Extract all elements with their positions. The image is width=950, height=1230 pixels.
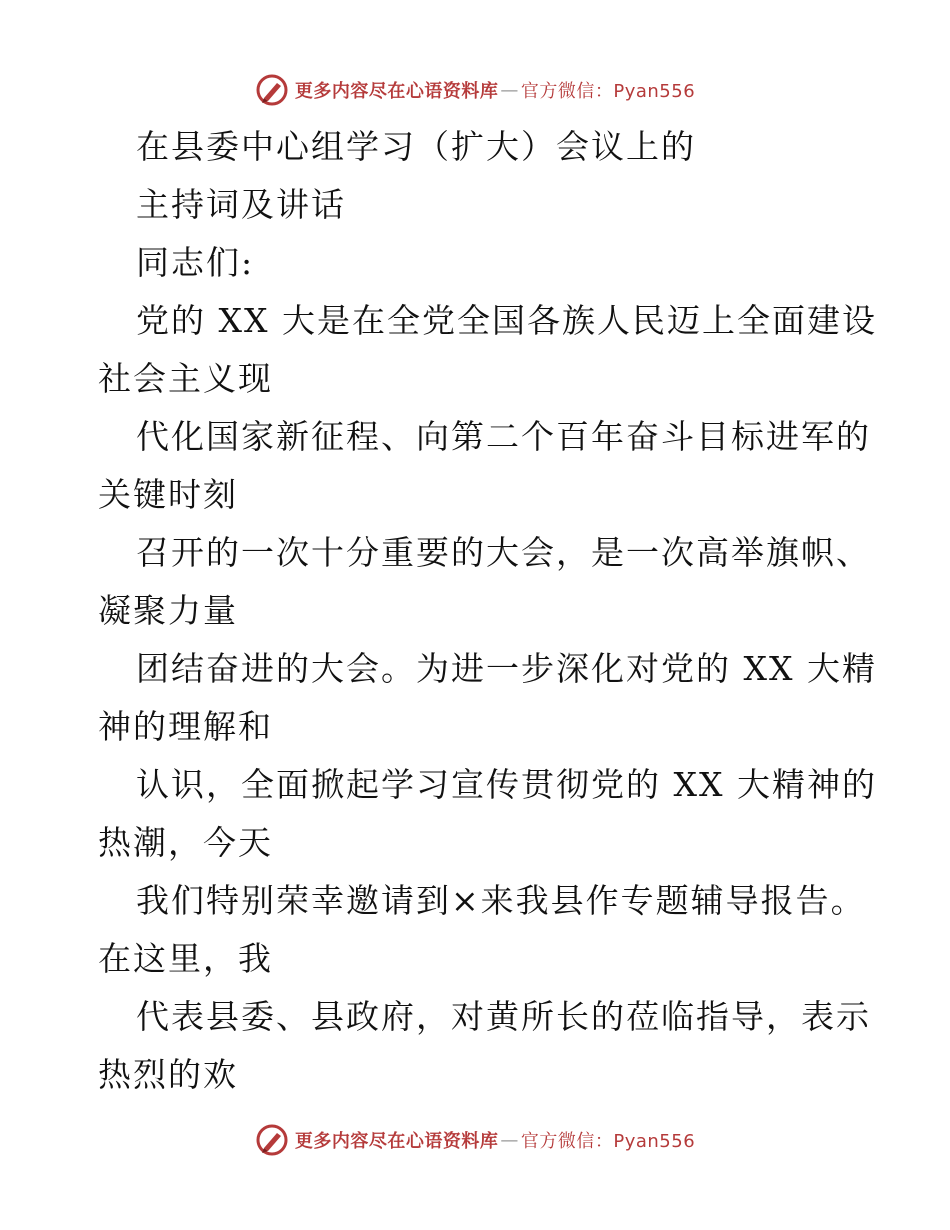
body-line: 我们特别荣幸邀请到×来我县作专题辅导报告。	[136, 881, 866, 920]
body-line: 神的理解和	[98, 707, 273, 746]
body-line: 凝聚力量	[98, 591, 238, 630]
banner-separator: —	[500, 1129, 519, 1151]
pen-logo-icon	[255, 1123, 289, 1157]
body-line: 团结奋进的大会。为进一步深化对党的 XX 大精	[136, 649, 877, 688]
body-line: 在这里，我	[98, 939, 273, 978]
body-line: 认识，全面掀起学习宣传贯彻党的 XX 大精神的	[136, 765, 877, 804]
salutation: 同志们:	[136, 243, 255, 282]
doc-title-line-1: 在县委中心组学习（扩大）会议上的	[136, 127, 696, 166]
pen-logo-icon	[255, 73, 289, 107]
body-line: 代化国家新征程、向第二个百年奋斗目标进军的	[136, 417, 871, 456]
body-line: 召开的一次十分重要的大会，是一次高举旗帜、	[136, 533, 871, 572]
banner-title: 更多内容尽在心语资料库	[294, 1131, 499, 1152]
header-banner	[0, 70, 950, 110]
body-line: 热潮，今天	[98, 823, 273, 862]
body-line: 党的 XX 大是在全党全国各族人民迈上全面建设	[136, 301, 877, 340]
body-line: 热烈的欢	[98, 1055, 238, 1094]
body-line: 代表县委、县政府，对黄所长的莅临指导，表示	[136, 997, 871, 1036]
body-line: 社会主义现	[98, 359, 273, 398]
footer-banner	[0, 1120, 950, 1160]
body-line: 关键时刻	[98, 475, 238, 514]
banner-title: 更多内容尽在心语资料库	[294, 81, 499, 102]
banner-separator: —	[500, 79, 519, 101]
banner-wechat: 官方微信：Pyan556	[520, 81, 696, 102]
banner-wechat: 官方微信：Pyan556	[520, 1131, 696, 1152]
doc-title-line-2: 主持词及讲话	[136, 185, 346, 224]
